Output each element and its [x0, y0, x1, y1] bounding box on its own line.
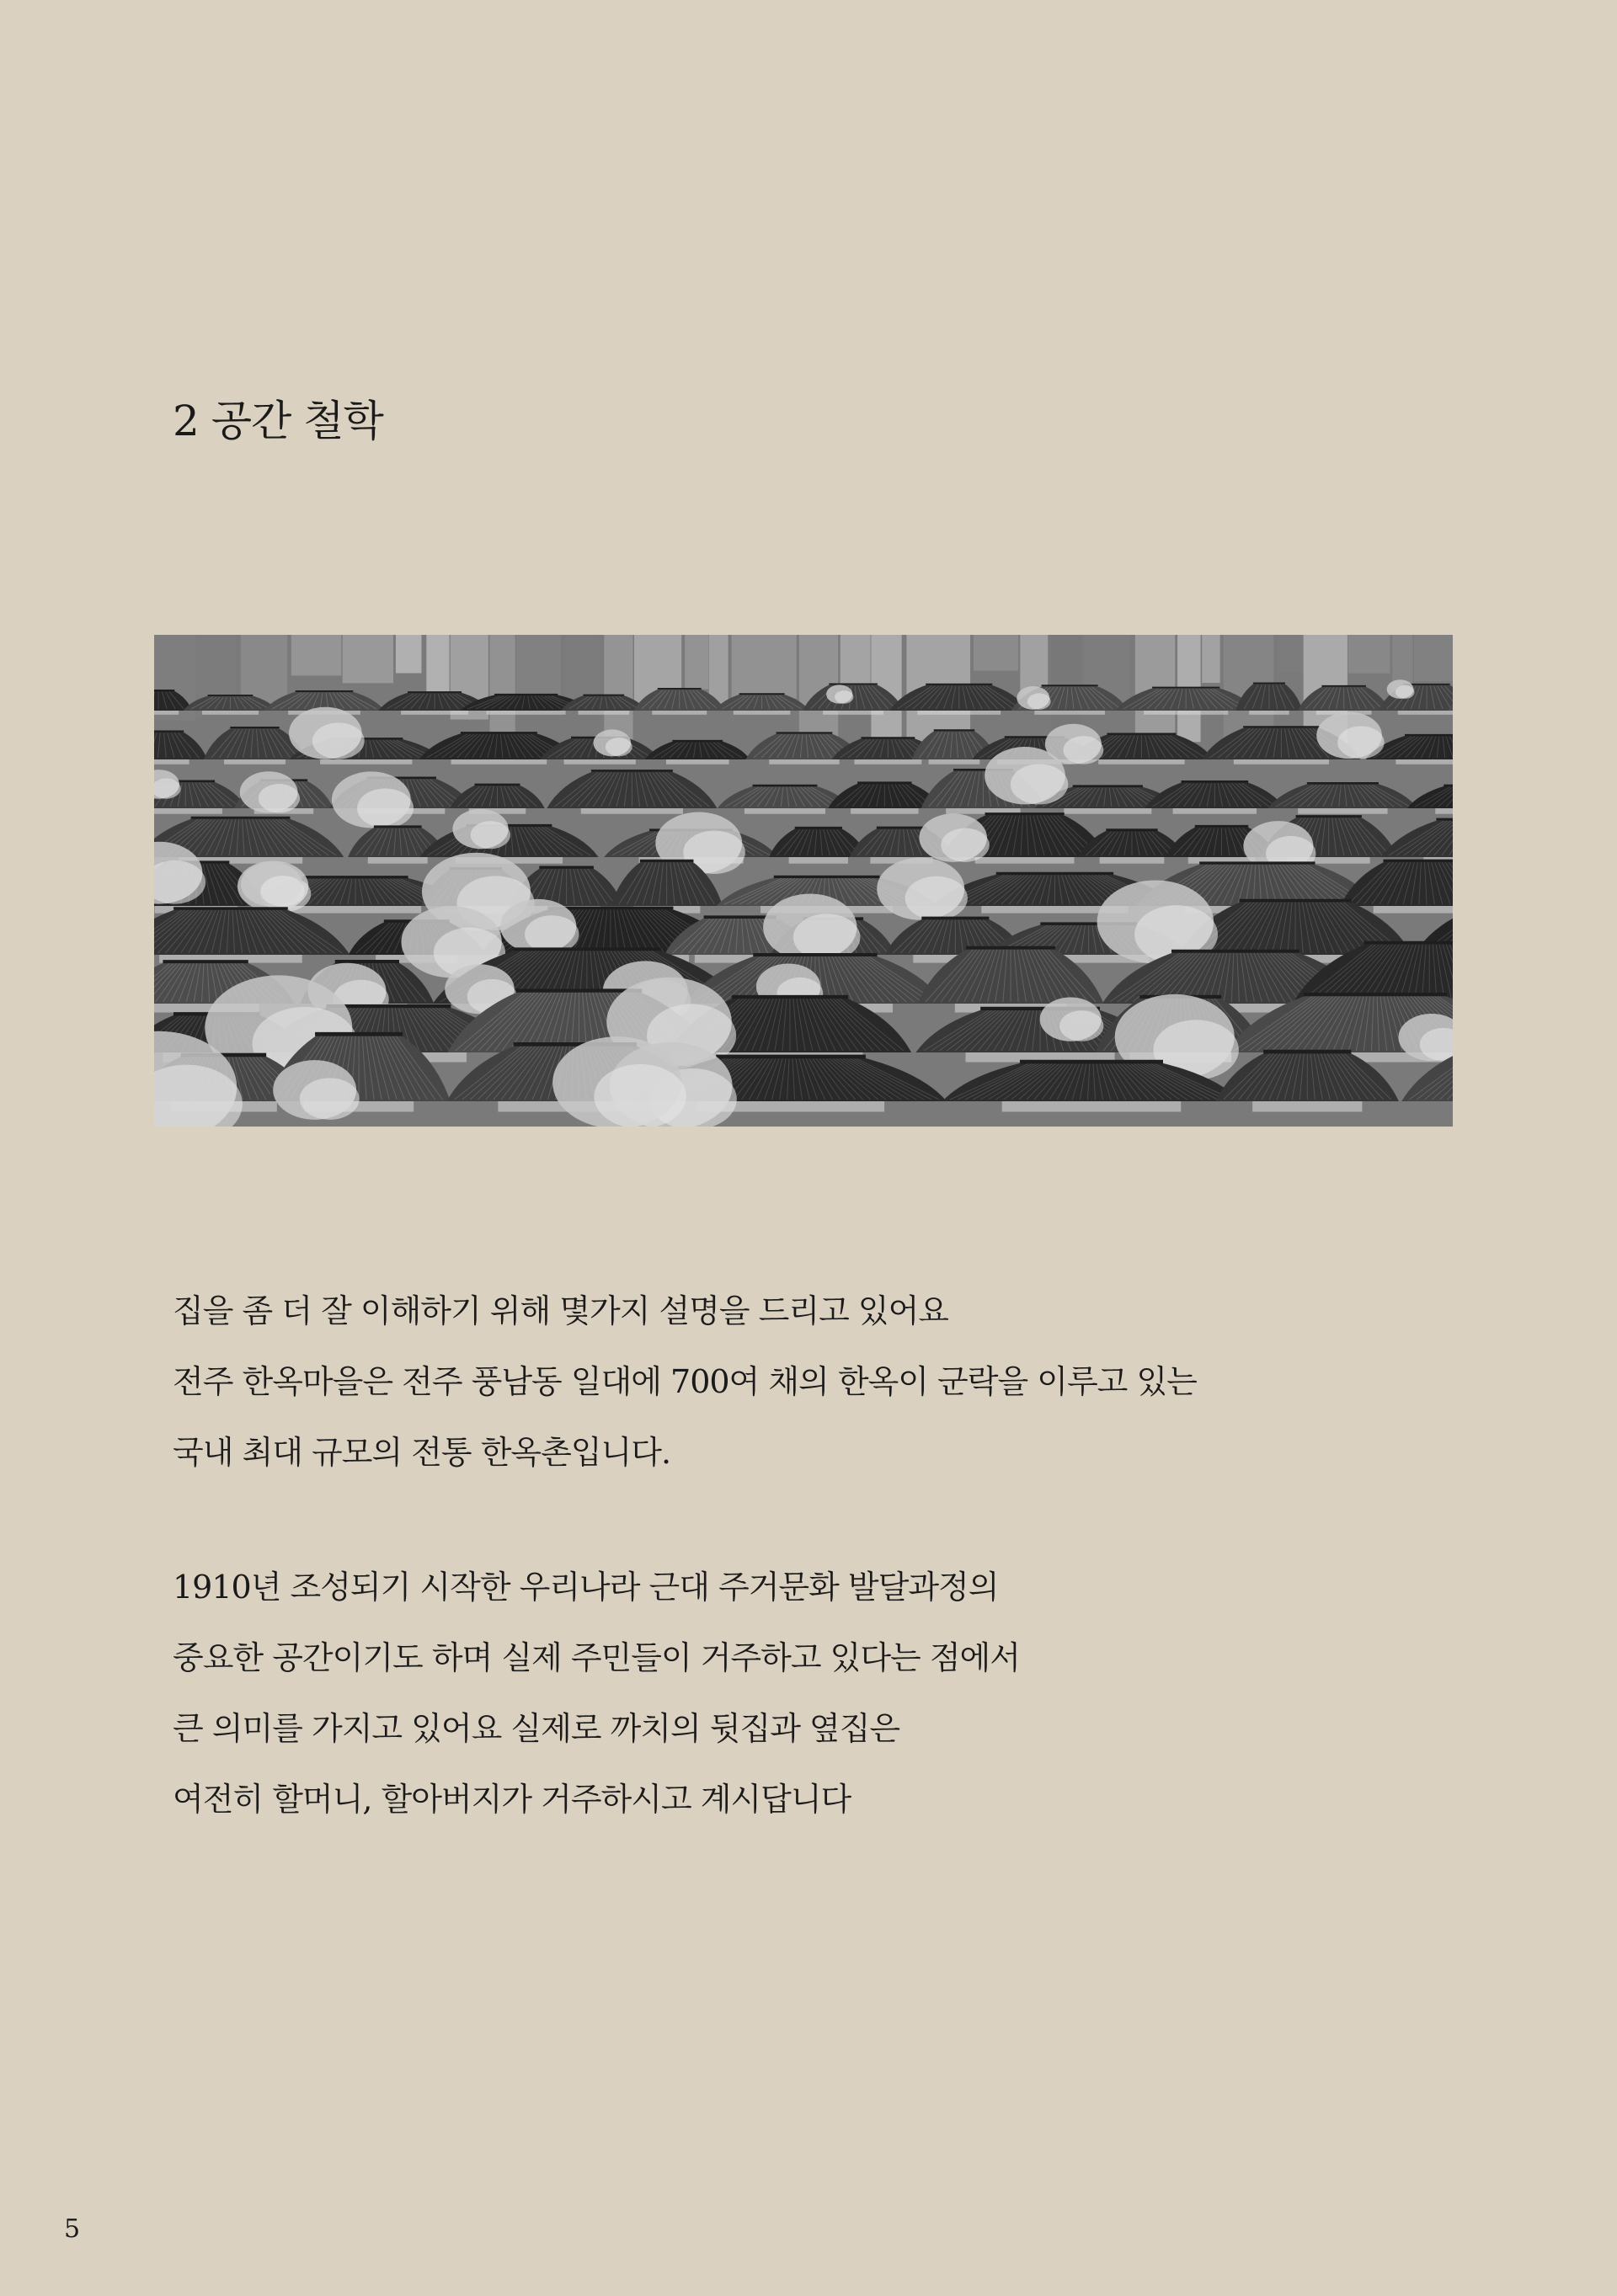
house-wall: [734, 711, 790, 715]
tree-highlight: [357, 789, 414, 828]
house-wall: [1173, 808, 1257, 814]
house-wall: [154, 711, 179, 715]
house-wall: [578, 711, 629, 715]
house-wall: [1374, 906, 1453, 914]
house-wall: [224, 759, 286, 764]
house-wall: [1298, 808, 1387, 814]
house-wall: [1249, 711, 1289, 715]
house-wall: [1398, 711, 1453, 715]
house-wall: [564, 759, 636, 764]
house-wall: [1034, 711, 1105, 715]
house-wall: [1002, 1101, 1182, 1111]
house-wall: [929, 759, 980, 764]
paragraph-1-line-2: 전주 한옥마을은 전주 풍남동 일대에 700여 채의 한옥이 군락을 이루고 있는: [173, 1363, 1197, 1400]
tree-highlight: [1396, 685, 1415, 699]
paragraph-2-line-2: 중요한 공간이기도 하며 실제 주민들이 거주하고 있다는 점에서: [173, 1639, 1020, 1676]
house-wall: [666, 759, 729, 764]
page-number: 5: [64, 2214, 81, 2244]
distant-building: [732, 635, 797, 699]
tree-highlight: [835, 690, 853, 704]
paragraph-1-line-1: 집을 좀 더 잘 이해하기 위해 몇가지 설명을 드리고 있어요: [173, 1292, 948, 1329]
house-wall: [823, 711, 883, 715]
paragraph-2: [173, 1552, 1436, 1835]
tree-highlight: [260, 876, 304, 907]
house-wall: [368, 857, 428, 864]
house-wall: [769, 759, 839, 764]
house-wall: [320, 759, 412, 764]
house-wall: [581, 808, 683, 814]
tree-highlight: [259, 784, 300, 812]
house-wall: [1435, 808, 1453, 814]
tree-highlight: [941, 828, 990, 862]
tree-highlight: [1059, 1010, 1103, 1041]
paragraph-2-line-3: 큰 의미를 가지고 있어요 실제로 까치의 뒷집과 옆집은: [173, 1710, 900, 1747]
house-wall: [1064, 808, 1151, 814]
distant-building: [1414, 635, 1453, 681]
house-wall: [1234, 759, 1329, 764]
distant-building: [974, 635, 1018, 671]
distant-building: [565, 635, 600, 701]
house-wall: [975, 857, 1075, 864]
distant-building: [685, 635, 708, 690]
distant-building: [516, 635, 561, 699]
house-wall: [154, 808, 222, 814]
distant-building: [841, 635, 871, 690]
house-wall: [917, 711, 1001, 715]
paragraph-2-line-1: 1910년 조성되기 시작한 우리나라 근대 주거문화 발달과정의: [173, 1569, 999, 1606]
distant-building: [1278, 635, 1303, 672]
section-title: 2 공간 철학: [173, 397, 383, 445]
house-wall: [202, 711, 259, 715]
house-wall: [451, 759, 547, 764]
tree-highlight: [1011, 764, 1068, 804]
paragraph-2-line-4: 여전히 할머니, 할아버지가 거주하시고 계시답니다: [173, 1781, 851, 1818]
house-wall: [487, 711, 566, 715]
hanok-village-photo: [154, 635, 1453, 1127]
house-wall: [1252, 1101, 1362, 1111]
house-wall: [789, 857, 848, 864]
house-wall: [1396, 759, 1453, 764]
house-wall: [1144, 711, 1228, 715]
distant-building: [1202, 635, 1219, 683]
tree-highlight: [312, 722, 365, 759]
house-wall: [1098, 759, 1184, 764]
distant-building: [1348, 635, 1390, 674]
house-wall: [1100, 857, 1165, 864]
distant-building: [291, 635, 341, 675]
paragraph-1-line-3: 국내 최대 규모의 전통 한옥촌입니다.: [173, 1434, 671, 1471]
house-wall: [744, 808, 825, 814]
tree-highlight: [1027, 693, 1051, 709]
tree-highlight: [300, 1078, 360, 1119]
tree-highlight: [594, 1064, 686, 1127]
tree-highlight: [1063, 736, 1103, 764]
distant-building: [396, 635, 422, 674]
tree-highlight: [606, 738, 632, 756]
house-wall: [154, 759, 189, 764]
distant-building: [343, 635, 393, 683]
paragraph-1: [173, 1276, 1436, 1488]
tree-highlight: [471, 821, 510, 849]
house-wall: [401, 711, 468, 715]
tree-highlight: [1337, 726, 1385, 759]
tree-highlight: [905, 876, 968, 920]
house-wall: [290, 906, 421, 914]
house-wall: [652, 711, 707, 715]
house-wall: [851, 808, 918, 814]
hanok-roofs-image: [154, 635, 1453, 1127]
house-wall: [854, 759, 921, 764]
